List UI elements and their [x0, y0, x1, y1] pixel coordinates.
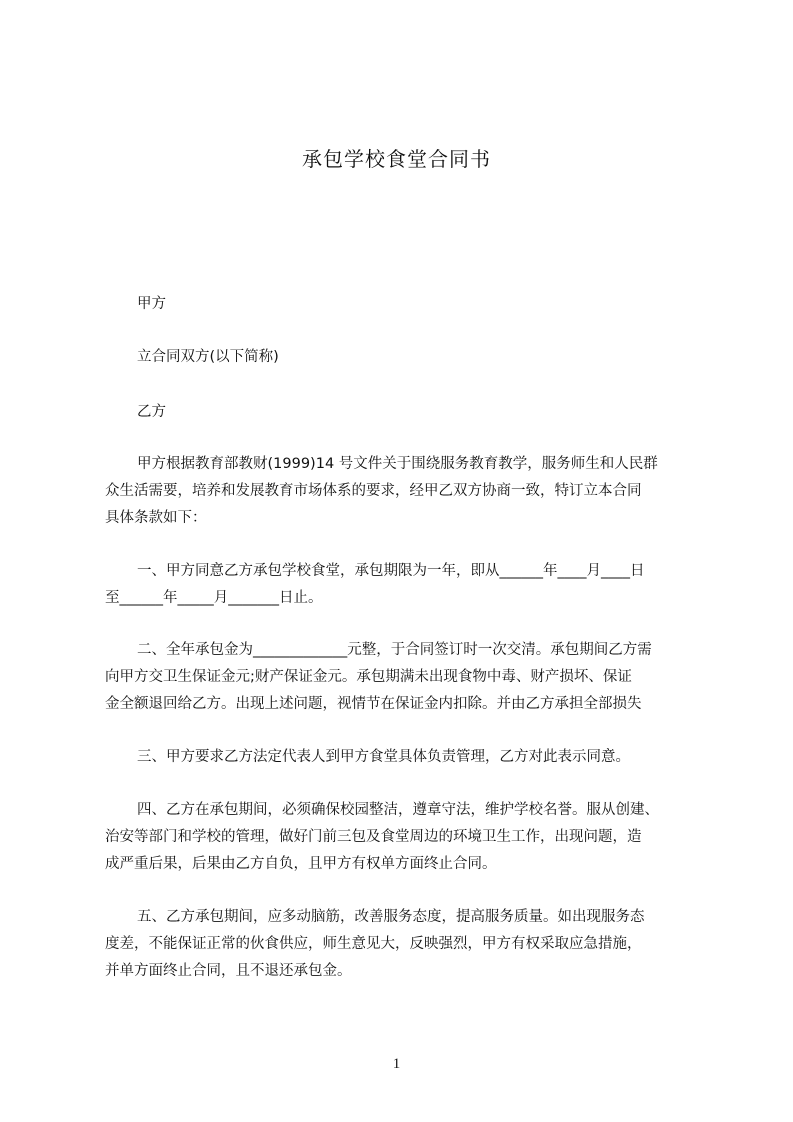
parties-line: 立合同双方(以下简称) [137, 349, 279, 365]
paragraph-line: 治安等部门和学校的管理，做好门前三包及食堂周边的环境卫生工作，出现问题，造 [105, 829, 642, 845]
page-number: 1 [392, 1056, 401, 1072]
paragraph-line: 成严重后果，后果由乙方自负，且甲方有权单方面终止合同。 [105, 856, 497, 872]
paragraph-line: 二、全年承包金为_____________元整，于合同签订时一次交清。承包期间乙方需 [137, 642, 652, 658]
paragraph-line: 并单方面终止合同，且不退还承包金。 [105, 963, 352, 979]
paragraph-line: 三、甲方要求乙方法定代表人到甲方食堂具体负责管理，乙方对此表示同意。 [137, 749, 630, 765]
paragraph-line: 至______年_____月_______日止。 [105, 590, 323, 606]
paragraph-line: 具体条款如下： [105, 510, 207, 526]
paragraph-line: 向甲方交卫生保证金元;财产保证金元。承包期满未出现食物中毒、财产损坏、保证 [105, 669, 632, 685]
paragraph-line: 五、乙方承包期间，应多动脑筋，改善服务态度，提高服务质量。如出现服务态 [137, 909, 645, 925]
document-title: 承包学校食堂合同书 [302, 147, 491, 171]
paragraph-line: 众生活需要，培养和发展教育市场体系的要求，经甲乙双方协商一致，特订立本合同 [105, 483, 642, 499]
paragraph-line: 度差，不能保证正常的伙食供应，师生意见大，反映强烈，甲方有权采取应急措施， [105, 936, 642, 952]
paragraph-line: 甲方根据教育部教财(1999)14 号文件关于围绕服务教育教学，服务师生和人民群 [137, 456, 658, 472]
party-b-label: 乙方 [137, 404, 166, 420]
party-a-label: 甲方 [137, 296, 166, 312]
paragraph-line: 金全额退回给乙方。出现上述问题，视情节在保证金内扣除。并由乙方承担全部损失 [105, 696, 642, 712]
paragraph-line: 四、乙方在承包期间，必须确保校园整洁，遵章守法，维护学校名誉。服从创建、 [137, 802, 659, 818]
paragraph-line: 一、甲方同意乙方承包学校食堂，承包期限为一年，即从______年____月____日 [137, 563, 645, 579]
